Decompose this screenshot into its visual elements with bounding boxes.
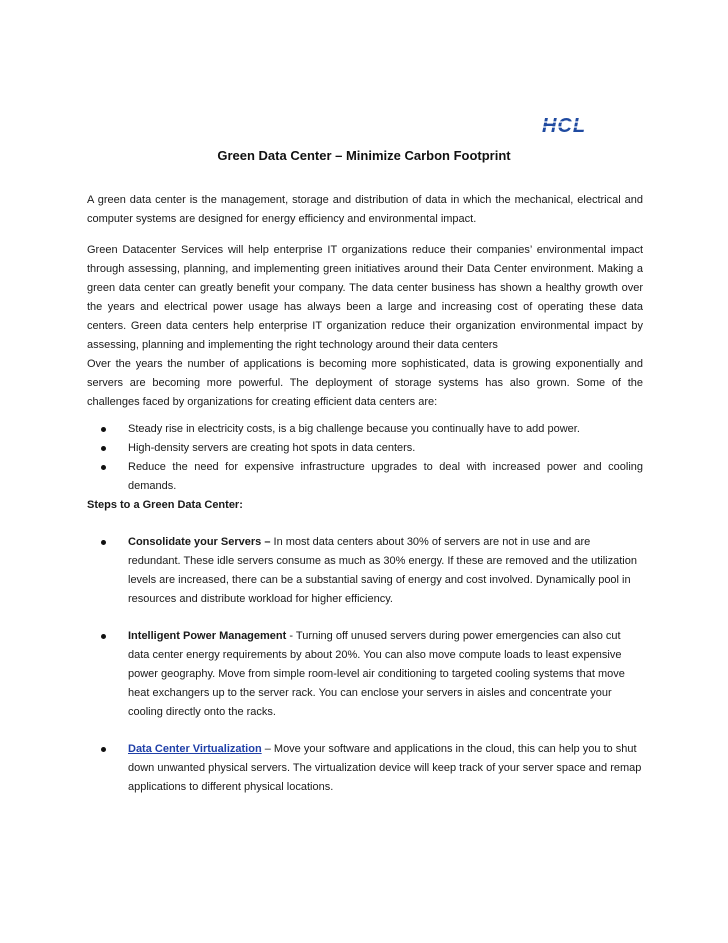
challenges-list <box>87 420 643 496</box>
list-item: Reduce the need for expensive infrastructure upgrades to deal with increased power and cooling demands. <box>87 458 643 496</box>
step-heading: Consolidate your Servers <box>128 536 262 548</box>
step-consolidate-servers: Consolidate your Servers – In most data centers about 30% of servers are not in use and are redundant. These idle servers consume as much as 30% energy. If these are removed and the utilization levels are increased, there can be a substantial saving of energy and cost involved. Dynamically pool in resources and distribute workload for higher efficiency. <box>87 533 643 609</box>
step-text: Move your software and applications in the cloud, this can help you to shut down unwanted physical servers. The virtualization device will keep track of your server space and remap applications to different physical locations. <box>128 743 642 793</box>
bullet-icon <box>101 427 106 432</box>
step-text: In most data centers about 30% of servers are not in use and are redundant. These idle servers consume as much as 30% energy. If these are removed and the utilization levels are increased, there can be a substantial saving of energy and cost involved. Dynamically pool in resources and distribute workload for higher efficiency. <box>128 536 637 605</box>
bullet-icon <box>101 465 106 470</box>
list-item: Steady rise in electricity costs, is a big challenge because you continually have to add power. <box>87 420 643 439</box>
document-body <box>87 191 643 815</box>
bullet-icon <box>101 446 106 451</box>
page-title: Green Data Center – Minimize Carbon Footprint <box>217 148 511 163</box>
hcl-logo <box>514 116 614 134</box>
bullet-icon <box>101 540 106 545</box>
challenges-intro-paragraph: Over the years the number of applications is becoming more sophisticated, data is growing exponentially and servers are becoming more powerful. The deployment of storage systems has also grown. Some of the challenges faced by organizations for creating efficient data centers are: <box>87 358 643 408</box>
intro-paragraph: A green data center is the management, storage and distribution of data in which the mechanical, electrical and computer systems are designed for energy efficiency and environmental impact. <box>87 194 643 225</box>
svg-text:HCL: HCL <box>541 116 587 134</box>
steps-list <box>87 533 643 797</box>
bullet-icon <box>101 634 106 639</box>
step-power-management: Intelligent Power Management - Turning off unused servers during power emergencies can also cut data center energy requirements by about 20%. You can also move compute loads to least expensive power geography. Move from simple room-level air conditioning to targeted cooling systems that move heat exchangers up to the server rack. You can enclose your servers in aisles and concentrate your cooling directly onto the racks. <box>87 627 643 722</box>
data-center-virtualization-link[interactable]: Data Center Virtualization <box>128 743 262 755</box>
services-paragraph: Green Datacenter Services will help enterprise IT organizations reduce their companies’ environmental impact through assessing, planning, and implementing green initiatives around their Data Center environment. Making a green data center can greatly benefit your company. The data center business has shown a healthy growth over the years and electrical power usage has always been a large and increasing cost of operating these data centers. Green data centers help enterprise IT organization reduce their organization environmental impact by assessing, planning and implementing the right technology around their data centers <box>87 244 643 351</box>
step-virtualization: Data Center Virtualization – Move your software and applications in the cloud, this can help you to shut down unwanted physical servers. The virtualization device will keep track of your server space and remap applications to different physical locations. <box>87 740 643 797</box>
bullet-icon <box>101 747 106 752</box>
step-heading: Intelligent Power Management <box>128 630 287 642</box>
hcl-logo-mark <box>514 116 614 134</box>
step-text: Turning off unused servers during power emergencies can also cut data center energy requirements by about 20%. You can also move compute loads to least expensive power geography. Move from simple room-level air conditioning to targeted cooling systems that move heat exchangers up to the server rack. You can enclose your servers in aisles and concentrate your cooling directly onto the racks. <box>128 630 625 718</box>
list-item: High-density servers are creating hot spots in data centers. <box>87 439 643 458</box>
steps-heading: Steps to a Green Data Center: <box>87 499 243 511</box>
